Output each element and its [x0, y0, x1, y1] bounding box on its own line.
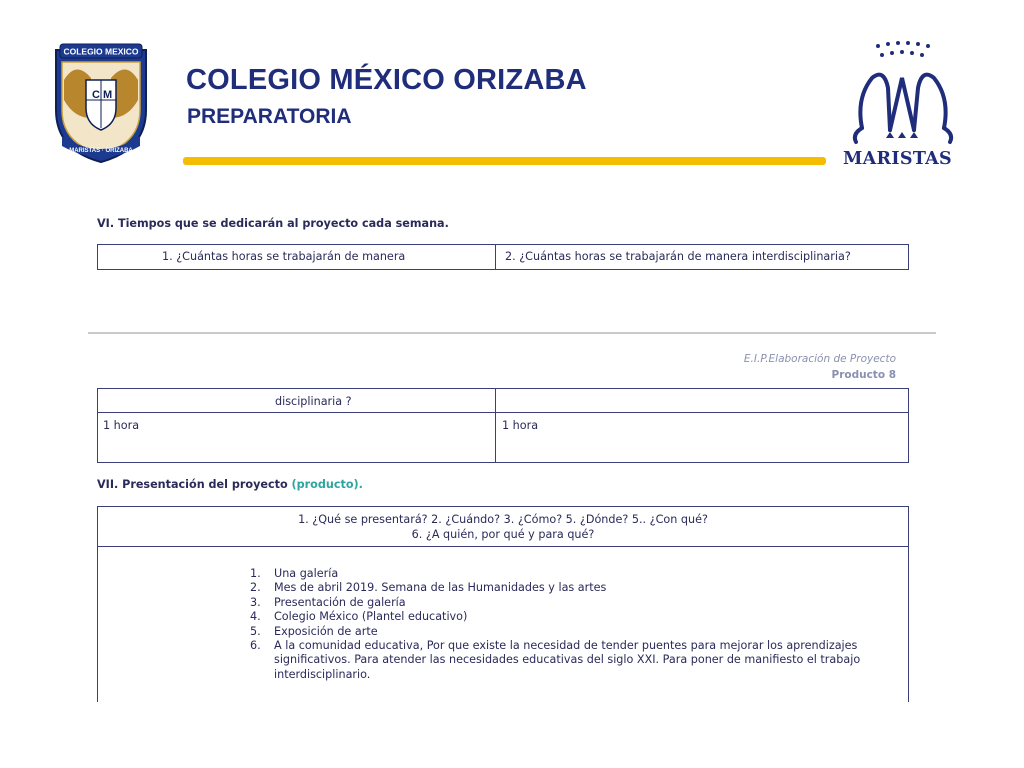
header-divider [183, 157, 826, 165]
page-separator [88, 332, 936, 334]
table-column-divider [495, 388, 496, 463]
table-header-hours-disciplinary: 1. ¿Cuántas horas se trabajarán de manera [162, 250, 406, 263]
section-vii-heading-accent: (producto). [291, 478, 363, 491]
list-item-text: Presentación de galería [274, 595, 406, 609]
table-header-hours-interdisciplinary: 2. ¿Cuántas horas se trabajarán de manera interdisciplinaria? [505, 250, 851, 263]
table-header-continued: disciplinaria ? [275, 395, 352, 408]
list-item-text: Mes de abril 2019. Semana de las Humanidades y las artes [274, 581, 607, 595]
list-item-number: 5. [250, 624, 261, 638]
colegio-mexico-crest-icon [46, 40, 156, 165]
list-item-text: Exposición de arte [274, 624, 378, 638]
page-subtitle: PREPARATORIA [187, 105, 352, 128]
list-item [250, 596, 900, 610]
table-row-divider [97, 412, 909, 413]
list-item-number: 2. [250, 581, 261, 595]
svg-text:MARISTAS · ORIZABA: MARISTAS · ORIZABA [69, 148, 133, 154]
page-title: COLEGIO MÉXICO ORIZABA [186, 64, 587, 96]
list-item-number: 6. [250, 639, 261, 653]
answers-list [250, 567, 900, 682]
maristas-wordmark: MARISTAS [843, 149, 952, 169]
list-item-number: 1. [250, 567, 261, 580]
svg-text:COLEGIO MEXICO: COLEGIO MEXICO [63, 46, 139, 57]
list-item-text: Una galería [274, 567, 339, 580]
list-item-text: Colegio México (Plantel educativo) [274, 610, 468, 624]
list-item [250, 639, 900, 682]
footer-producto-label: Producto 8 [831, 369, 896, 381]
list-item-text: A la comunidad educativa, Por que existe la necesidad de tender puentes para mejorar los aprendizajes significativos. Para atender las necesidades educativas del siglo XXI. Para poner de manifiesto el trabajo interdisciplinario. [274, 639, 861, 681]
list-item [250, 610, 900, 624]
section-vi-heading: VI. Tiempos que se dedicarán al proyecto cada semana. [97, 217, 449, 230]
table-cell-hours-disciplinary: 1 hora [103, 419, 140, 432]
list-item [250, 581, 900, 595]
table-cell-hours-interdisciplinary: 1 hora [502, 419, 539, 432]
table-column-divider [495, 244, 496, 270]
footer-eip-label: E.I.P.Elaboración de Proyecto [743, 353, 896, 365]
table-row-divider [97, 546, 909, 547]
section-vii-heading [97, 478, 363, 491]
list-item-number: 4. [250, 610, 261, 624]
list-item [250, 567, 900, 581]
svg-text:M: M [103, 89, 113, 101]
questions-line-1: 1. ¿Qué se presentará? 2. ¿Cuándo? 3. ¿Cómo? 5. ¿Dónde? 5.. ¿Con qué? [298, 513, 708, 526]
list-item-number: 3. [250, 595, 261, 609]
list-item [250, 625, 900, 639]
section-vii-heading-text: VII. Presentación del proyecto [97, 478, 288, 491]
questions-line-2: 6. ¿A quién, por qué y para qué? [411, 528, 595, 541]
svg-text:C: C [92, 89, 100, 101]
